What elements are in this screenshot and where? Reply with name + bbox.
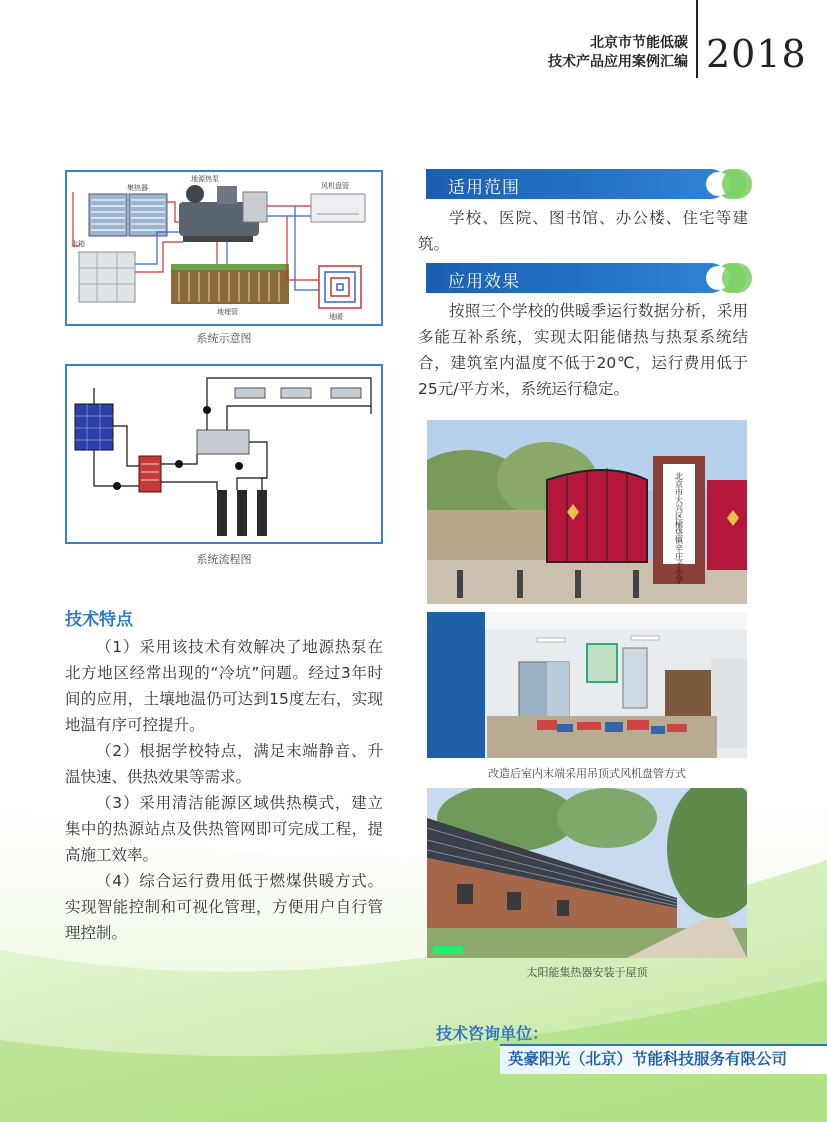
scope-text: 学校、医院、图书馆、办公楼、住宅等建筑。: [418, 209, 748, 253]
borehole-icons: [217, 490, 267, 536]
section-effect-title: 应用效果: [448, 272, 520, 292]
photo2-caption: 改造后室内末端采用吊顶式风机盘管方式: [488, 767, 686, 780]
feature-item-3: （3）采用清洁能源区域供热模式，建立集中的热源站点及供热管网即可完成工程，提高施工效率。: [65, 794, 383, 864]
header-year: 2018: [706, 32, 807, 76]
rooftop-solar-photo: [427, 788, 747, 958]
label-ground-pipe: 地埋管: [217, 308, 238, 316]
section-tip-outer: [722, 169, 752, 199]
heat-pump-icon: [179, 185, 267, 242]
radiator-icons: [235, 388, 361, 398]
header-title: [520, 34, 688, 72]
system-diagram-art: [67, 172, 381, 324]
section-scope-header: [426, 169, 748, 199]
heat-exchanger-icon: [139, 456, 161, 492]
fan-coil-icon: [311, 194, 365, 222]
features-list: [65, 634, 383, 946]
feature-item-4: （4）综合运行费用低于燃煤供暖方式。实现智能控制和可视化管理，方便用户自行管理控制。: [65, 872, 383, 942]
label-heat-pump: 地源热泵: [191, 175, 219, 183]
feature-item-1: （1）采用该技术有效解决了地源热泵在北方地区经常出现的“冷坑”问题。经过3年时间的应用，土壤地温仍可达到15度左右，实现地温有序可控提升。: [65, 638, 383, 734]
storage-tank-icon: [197, 430, 249, 454]
flow-diagram: [65, 364, 383, 544]
label-collector: 集热器: [127, 184, 148, 192]
consult-label: 技术咨询单位：: [436, 1024, 549, 1043]
consult-company: 英豪阳光（北京）节能科技服务有限公司: [508, 1050, 788, 1068]
diagram2-caption: 系统流程图: [196, 553, 252, 566]
ground-pipe-icon: [171, 264, 289, 304]
section-scope-title: 适用范围: [448, 178, 520, 198]
section-effect-header: [426, 263, 748, 293]
features-title: 技术特点: [65, 610, 133, 630]
label-tank: 水箱: [71, 240, 85, 248]
header-line2: 技术产品应用案例汇编: [548, 54, 688, 70]
flow-diagram-art: [67, 366, 381, 542]
collector-icon: [89, 194, 167, 236]
label-floor-heat: 地暖: [329, 313, 343, 321]
solar-panel-icon: [75, 404, 113, 450]
school-sign: 北京市大兴区榆垡镇辛庄子小学: [674, 472, 684, 584]
diagram1-caption: 系统示意图: [196, 332, 252, 345]
feature-item-2: （2）根据学校特点，满足末端静音、升温快速、供热效果等需求。: [65, 742, 383, 786]
photo3-caption: 太阳能集热器安装于屋顶: [526, 966, 648, 979]
tank-icon: [79, 252, 135, 302]
label-fan-coil: 风机盘管: [321, 182, 349, 190]
effect-text: 按照三个学校的供暖季运行数据分析，采用多能互补系统，实现太阳能储热与热泵系统结合，建筑室内温度不低于20℃，运行费用低于25元/平方米，系统运行稳定。: [418, 302, 748, 398]
header-line1: 北京市节能低碳: [590, 35, 688, 51]
header-divider: [696, 0, 698, 78]
school-gate-photo: [427, 420, 747, 604]
section-tip-outer: [722, 263, 752, 293]
floor-heat-icon: [319, 266, 361, 308]
classroom-photo: [427, 612, 747, 758]
system-diagram: [65, 170, 383, 326]
